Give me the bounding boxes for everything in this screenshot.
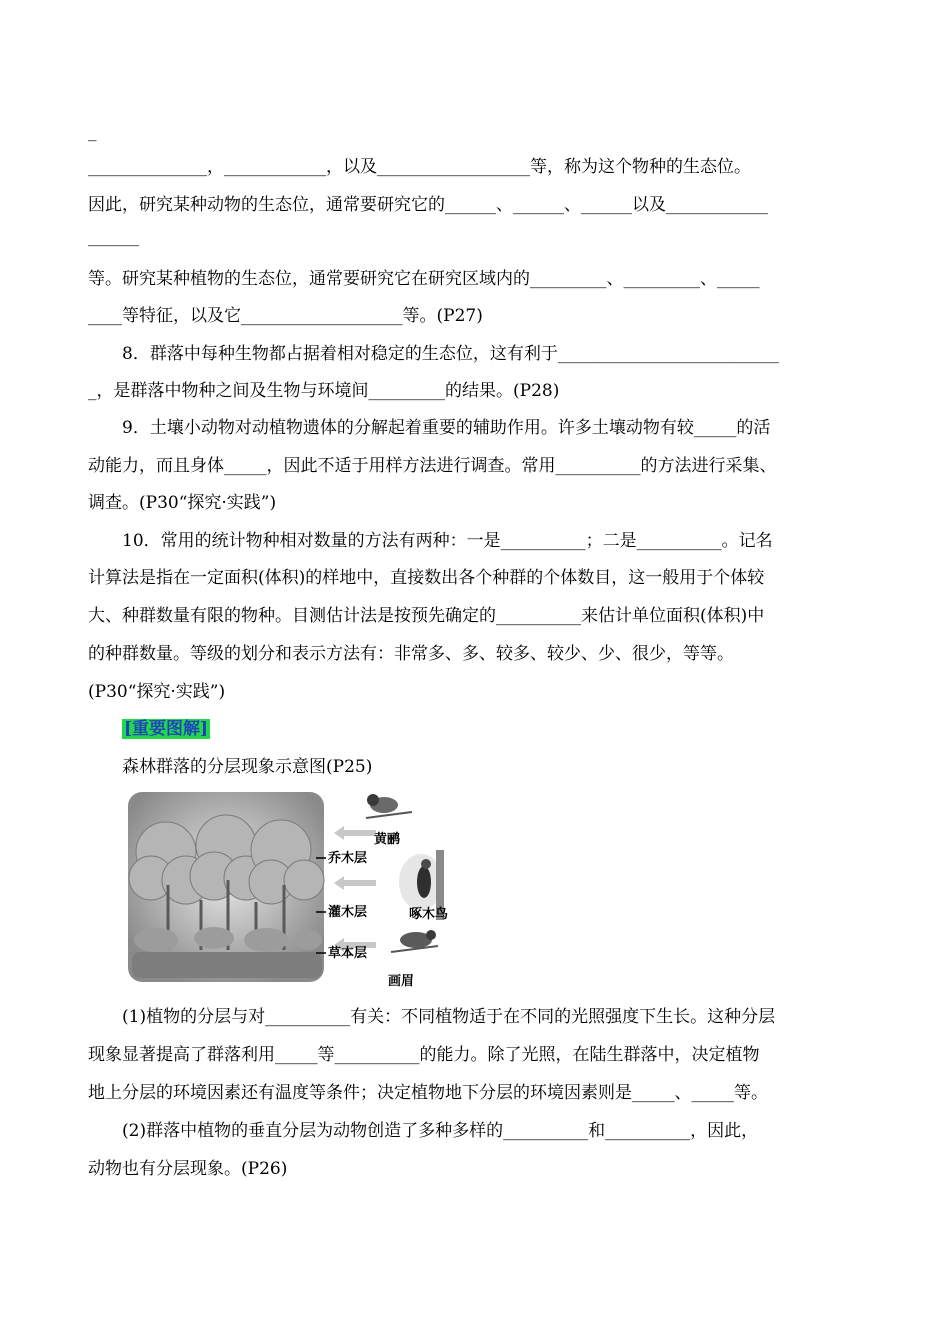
layer-label-tree: 乔木层 xyxy=(328,851,368,866)
thrush-icon xyxy=(391,930,438,952)
oriole-icon xyxy=(366,794,412,818)
sub-question-2: (2)群落中植物的垂直分层为动物创造了多种多样的__________和__________，因此， xyxy=(122,1121,759,1141)
bird-label-thrush: 画眉 xyxy=(388,974,415,989)
text-line: 地上分层的环境因素还有温度等条件；决定植物地下分层的环境因素则是_____、_____等。 xyxy=(88,1083,768,1103)
layer-label-shrub: 灌木层 xyxy=(328,905,368,920)
text-line: 动能力，而且身体_____，因此不适于用样方法进行调查。常用__________的方法进行采集、 xyxy=(88,456,777,476)
text-line: ____等特征，以及它___________________等。(P27) xyxy=(88,306,483,326)
text-line: 大、种群数量有限的物种。目测估计法是按预先确定的__________来估计单位面积(体积)中 xyxy=(88,606,765,626)
arrow-icon xyxy=(334,826,376,952)
text-line: _ xyxy=(88,122,97,142)
question-10: 10．常用的统计物种相对数量的方法有两种：一是__________；二是__________。记名 xyxy=(122,531,773,551)
bird-label-woodpecker: 啄木鸟 xyxy=(409,907,449,922)
text-line: 现象显著提高了群落利用_____等__________的能力。除了光照，在陆生群落中，决定植物 xyxy=(88,1045,760,1065)
text-line: 计算法是指在一定面积(体积)的样地中，直接数出各个种群的个体数目，这一般用于个体较 xyxy=(88,568,765,588)
question-8: 8．群落中每种生物都占据着相对稳定的生态位，这有利于__________________________ xyxy=(122,344,779,364)
figure-caption: 森林群落的分层现象示意图(P25) xyxy=(122,757,373,777)
text-line: 调查。(P30“探究·实践”) xyxy=(88,493,277,513)
text-line: 动物也有分层现象。(P26) xyxy=(88,1159,288,1179)
sub-question-1: (1)植物的分层与对__________有关：不同植物适于在不同的光照强度下生长。这种分层 xyxy=(122,1007,776,1027)
section-tag xyxy=(122,714,210,739)
forest-illustration xyxy=(126,790,460,990)
text-line: ______________，____________，以及__________________等，称为这个物种的生态位。 xyxy=(88,157,751,177)
herb-ground xyxy=(132,952,322,978)
bird-label-oriole: 黄鹂 xyxy=(374,832,401,847)
text-line: (P30“探究·实践”) xyxy=(88,682,226,702)
text-line: _，是群落中物种之间及生物与环境间_________的结果。(P28) xyxy=(88,381,560,401)
text-line: ______ xyxy=(88,227,139,247)
layer-label-herb: 草本层 xyxy=(328,946,368,961)
text-line: 的种群数量。等级的划分和表示方法有：非常多、多、较多、较少、少、很少，等等。 xyxy=(88,644,734,664)
text-line: 因此，研究某种动物的生态位，通常要研究它的______、______、______以及____________ xyxy=(88,195,768,215)
section-tag-label: [重要图解] xyxy=(124,719,209,739)
text-line: 等。研究某种植物的生态位，通常要研究它在研究区域内的_________、_________、_____ xyxy=(88,269,760,289)
question-9: 9．土壤小动物对动植物遗体的分解起着重要的辅助作用。许多土壤动物有较_____的活 xyxy=(122,418,771,438)
forest-layers-figure xyxy=(126,790,460,990)
